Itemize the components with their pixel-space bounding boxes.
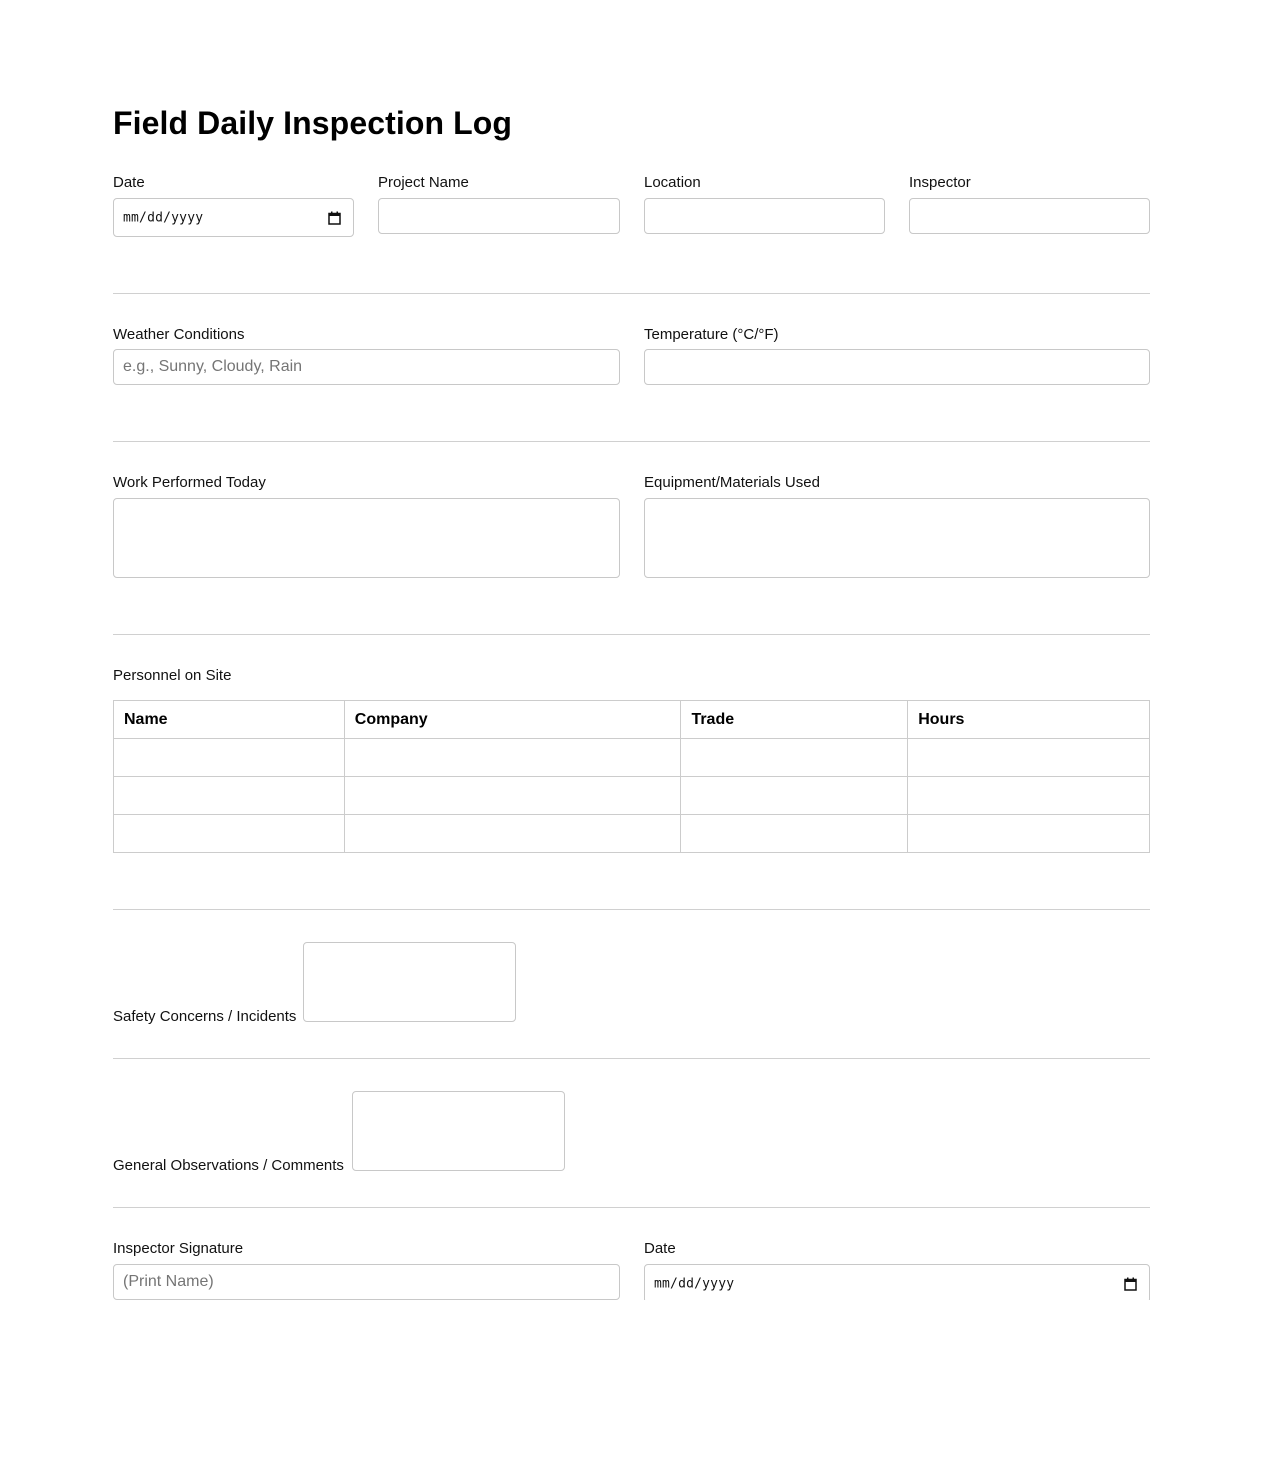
table-row [114,815,1150,853]
signature-input[interactable] [113,1264,620,1300]
inspector-input[interactable] [909,198,1150,234]
equipment-label: Equipment/Materials Used [644,474,820,491]
table-header-row [114,701,1150,739]
personnel-label: Personnel on Site [113,667,232,684]
section-divider [113,1207,1150,1208]
section-divider [113,441,1150,442]
column-header-name: Name [114,701,345,739]
section-divider [113,909,1150,910]
temperature-input[interactable] [644,349,1150,385]
column-header-hours: Hours [908,701,1150,739]
temperature-label: Temperature (°C/°F) [644,326,779,343]
work-performed-textarea[interactable] [113,498,620,578]
table-cell-hours[interactable] [908,815,1150,853]
table-cell-name[interactable] [114,815,345,853]
table-cell-company[interactable] [344,777,681,815]
section-divider [113,1058,1150,1059]
personnel-table [113,700,1150,853]
work-performed-label: Work Performed Today [113,474,266,491]
observations-textarea[interactable] [352,1091,565,1171]
location-input[interactable] [644,198,885,234]
table-cell-trade[interactable] [681,739,908,777]
weather-input[interactable] [113,349,620,385]
calendar-icon[interactable] [1124,1277,1137,1291]
section-divider [113,634,1150,635]
weather-placeholder: e.g., Sunny, Cloudy, Rain [123,358,303,375]
equipment-textarea[interactable] [644,498,1150,578]
table-cell-name[interactable] [114,739,345,777]
page-title: Field Daily Inspection Log [113,105,513,141]
column-header-company: Company [344,701,681,739]
signoff-date-value: mm/dd/yyyy [654,1276,735,1291]
location-label: Location [644,174,701,191]
safety-label: Safety Concerns / Incidents [113,1008,297,1025]
table-cell-company[interactable] [344,815,681,853]
date-value: mm/dd/yyyy [123,210,204,225]
date-input[interactable] [113,198,354,237]
section-divider [113,293,1150,294]
weather-label: Weather Conditions [113,326,245,343]
column-header-trade: Trade [681,701,908,739]
project-name-label: Project Name [378,174,469,191]
table-cell-trade[interactable] [681,777,908,815]
project-name-input[interactable] [378,198,620,234]
table-cell-company[interactable] [344,739,681,777]
signature-placeholder: (Print Name) [123,1273,214,1290]
table-row [114,777,1150,815]
calendar-icon[interactable] [328,211,341,225]
table-cell-trade[interactable] [681,815,908,853]
table-cell-hours[interactable] [908,777,1150,815]
signoff-date-label: Date [644,1240,676,1257]
signature-label: Inspector Signature [113,1240,244,1257]
date-label: Date [113,174,145,191]
table-row [114,739,1150,777]
observations-label: General Observations / Comments [113,1157,344,1174]
table-cell-hours[interactable] [908,739,1150,777]
signoff-date-input[interactable] [644,1264,1150,1300]
inspection-log-form [113,0,1150,1300]
safety-textarea[interactable] [303,942,516,1022]
inspector-label: Inspector [909,174,971,191]
table-cell-name[interactable] [114,777,345,815]
